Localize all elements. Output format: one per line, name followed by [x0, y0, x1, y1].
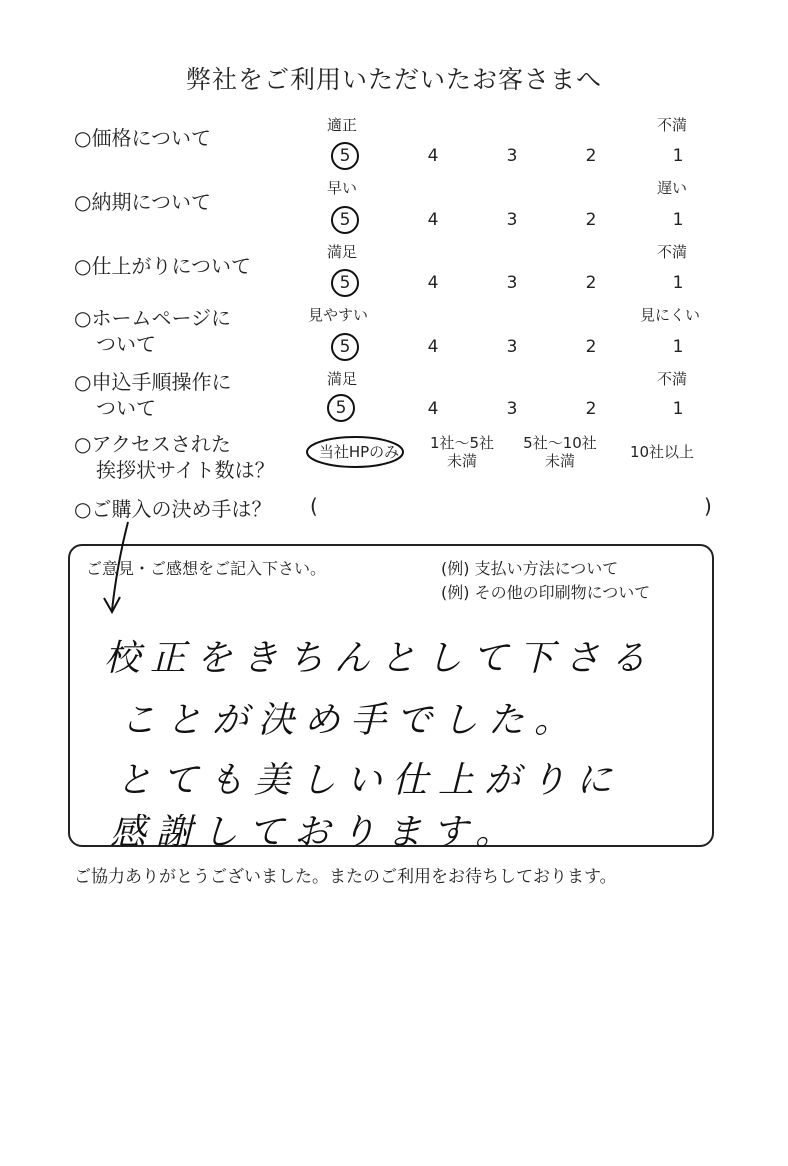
- page-title: 弊社をご利用いただいたお客さまへ: [185, 65, 602, 94]
- procedure-rating-4[interactable]: 4: [427, 399, 439, 419]
- delivery-rating-5-selected[interactable]: 5: [331, 206, 359, 234]
- finish-rating-5-selected[interactable]: 5: [331, 269, 359, 297]
- price-low-label: 不満: [657, 116, 688, 134]
- price-rating-1[interactable]: 1: [672, 146, 684, 166]
- website-rating-1[interactable]: 1: [672, 337, 684, 357]
- question-access-label-line2: 挨拶状サイト数は？: [96, 458, 275, 482]
- procedure-rating-5-selected[interactable]: 5: [327, 394, 355, 422]
- question-delivery-label: ○納期について: [74, 190, 212, 214]
- finish-rating-1[interactable]: 1: [672, 273, 684, 293]
- comment-prompt: ご意見・ご感想をご記入下さい。: [86, 559, 327, 578]
- procedure-rating-1[interactable]: 1: [672, 399, 684, 419]
- delivery-high-label: 早い: [327, 179, 358, 197]
- website-low-label: 見にくい: [640, 306, 701, 324]
- handwritten-line-4: 感謝しております。: [110, 812, 522, 853]
- deciding-factor-close-paren: ): [704, 494, 712, 518]
- website-rating-3[interactable]: 3: [506, 337, 518, 357]
- finish-low-label: 不満: [657, 243, 688, 261]
- access-option-own-site-text: 当社HPのみ: [318, 443, 400, 461]
- comment-example-2: (例) その他の印刷物について: [441, 583, 651, 602]
- delivery-rating-3[interactable]: 3: [506, 210, 518, 230]
- handwritten-line-1: 校正をきちんとして下さる: [104, 638, 657, 679]
- price-high-label: 適正: [327, 116, 358, 134]
- access-option-1-5-line2: 未満: [446, 452, 477, 470]
- price-rating-4[interactable]: 4: [427, 146, 439, 166]
- finish-rating-3[interactable]: 3: [506, 273, 518, 293]
- question-procedure-label-line1: ○申込手順操作に: [74, 370, 232, 394]
- finish-rating-4[interactable]: 4: [427, 273, 439, 293]
- delivery-rating-2[interactable]: 2: [585, 210, 597, 230]
- deciding-factor-open-paren: (: [310, 494, 318, 518]
- price-rating-5-selected[interactable]: 5: [331, 142, 359, 170]
- website-high-label: 見やすい: [308, 306, 369, 324]
- price-rating-2[interactable]: 2: [585, 146, 597, 166]
- website-rating-2[interactable]: 2: [585, 337, 597, 357]
- question-procedure-label-line2: ついて: [96, 396, 156, 420]
- website-rating-4[interactable]: 4: [427, 337, 439, 357]
- procedure-rating-2[interactable]: 2: [585, 399, 597, 419]
- question-deciding-factor-label: ○ご購入の決め手は？: [74, 497, 272, 521]
- delivery-rating-4[interactable]: 4: [427, 210, 439, 230]
- procedure-low-label: 不満: [657, 370, 688, 388]
- own-site-circle-mark: [307, 437, 403, 467]
- delivery-low-label: 遅い: [657, 179, 688, 197]
- procedure-high-label: 満足: [327, 370, 358, 388]
- delivery-rating-1[interactable]: 1: [672, 210, 684, 230]
- access-option-10-plus-text: 10社以上: [629, 443, 695, 461]
- handwritten-line-3: とても美しい仕上がりに: [116, 760, 623, 801]
- question-website-label-line2: ついて: [96, 332, 156, 356]
- comment-example-1: (例) 支払い方法について: [441, 559, 619, 578]
- access-option-5-10-line1: 5社～10社: [523, 434, 597, 452]
- access-option-5-10-line2: 未満: [544, 452, 575, 470]
- finish-rating-2[interactable]: 2: [585, 273, 597, 293]
- question-access-label-line1: ○アクセスされた: [74, 432, 231, 456]
- website-rating-5-selected[interactable]: 5: [331, 333, 359, 361]
- handwritten-line-2: ことが決め手でした。: [120, 700, 581, 741]
- procedure-rating-3[interactable]: 3: [506, 399, 518, 419]
- deciding-factor-arrow-line: [112, 522, 128, 610]
- question-website-label-line1: ○ホームページに: [74, 306, 232, 330]
- finish-high-label: 満足: [327, 243, 358, 261]
- access-option-1-5-line1: 1社～5社: [429, 434, 495, 452]
- footer-thanks: ご協力ありがとうございました。またのご利用をお待ちしております。: [74, 867, 617, 887]
- question-price-label: ○価格について: [74, 126, 212, 150]
- price-rating-3[interactable]: 3: [506, 146, 518, 166]
- question-finish-label: ○仕上がりについて: [74, 254, 252, 278]
